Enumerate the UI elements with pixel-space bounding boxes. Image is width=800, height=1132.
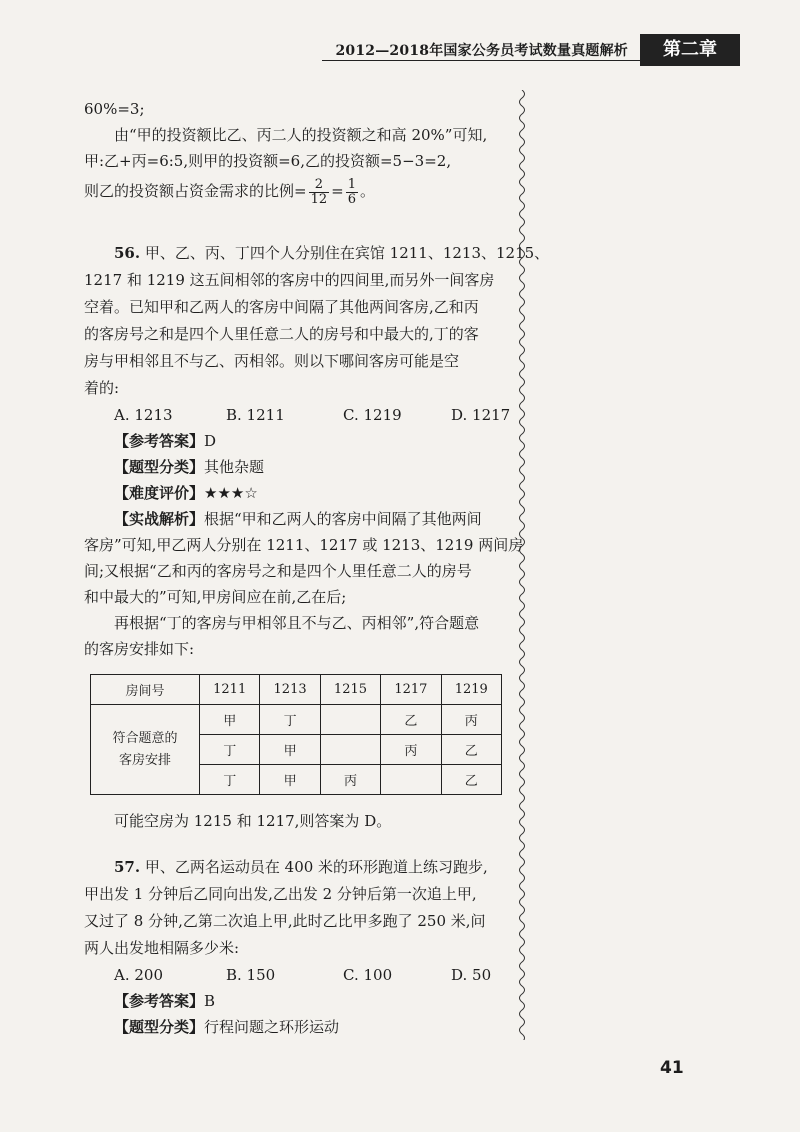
type-value: 其他杂题 — [204, 458, 265, 476]
table-cell: 丙 — [320, 765, 380, 795]
answer-label: 【参考答案】 — [114, 432, 205, 450]
q57-line-4: 两人出发地相隔多少米: — [84, 939, 240, 957]
table-cell: 乙 — [441, 735, 501, 765]
q57-option-b: B. 150 — [226, 966, 276, 984]
table-cell: 丁 — [200, 735, 260, 765]
q56-analysis-5: 再根据“丁的客房与甲相邻且不与乙、丙相邻”,符合题意 — [114, 614, 480, 632]
q56-option-a: A. 1213 — [114, 406, 173, 424]
q57-number: 57. — [114, 858, 141, 876]
fraction-numerator: 1 — [347, 176, 356, 192]
q56-analysis-1 — [84, 506, 524, 532]
q56-option-c: C. 1219 — [343, 406, 402, 424]
q56-line-5: 房与甲相邻且不与乙、丙相邻。则以下哪间客房可能是空 — [84, 352, 460, 370]
row-label-line-1: 符合题意的 — [112, 730, 178, 746]
q56-line-1 — [84, 240, 550, 267]
analysis-label: 【实战解析】 — [114, 510, 205, 528]
table-cell — [381, 765, 441, 795]
q56-difficulty — [84, 480, 524, 506]
header-room-1213: 1213 — [260, 675, 320, 705]
answer-value: D — [204, 432, 217, 450]
running-header — [322, 34, 800, 68]
q57-line-1 — [84, 854, 524, 881]
table-cell: 乙 — [441, 765, 501, 795]
header-room-1215: 1215 — [320, 675, 380, 705]
q56-option-d: D. 1217 — [451, 406, 511, 424]
q57-option-a: A. 200 — [114, 966, 163, 984]
table-cell: 甲 — [260, 735, 320, 765]
q56-conclusion: 可能空房为 1215 和 1217,则答案为 D。 — [114, 812, 392, 830]
q56-line-6: 着的: — [84, 379, 120, 397]
q56-option-b: B. 1211 — [226, 406, 285, 424]
q56-conclusion-block — [84, 808, 524, 834]
q57-text: 甲、乙两名运动员在 400 米的环形跑道上练习跑步, — [144, 858, 488, 876]
fraction-1-6 — [346, 178, 358, 207]
table-row — [91, 705, 502, 735]
type-value: 行程问题之环形运动 — [204, 1018, 340, 1036]
fraction-denominator: 12 — [310, 191, 328, 207]
q57-option-d: D. 50 — [451, 966, 492, 984]
type-label: 【题型分类】 — [114, 458, 205, 476]
equals-sign: = — [331, 182, 344, 200]
prev-line-1: 60%=3; — [84, 100, 145, 118]
table-cell: 丁 — [200, 765, 260, 795]
prev-line-2: 由“甲的投资额比乙、丙二人的投资额之和高 20%”可知, — [114, 126, 488, 144]
q56-options — [84, 402, 524, 428]
analysis-text: 根据“甲和乙两人的客房中间隔了其他两间 — [204, 510, 482, 528]
q56-answer — [84, 428, 524, 454]
q57-answer — [84, 988, 524, 1014]
difficulty-stars: ★★★☆ — [204, 484, 258, 502]
table-cell — [320, 705, 380, 735]
q56-analysis-4: 和中最大的”可知,甲房间应在前,乙在后; — [84, 588, 347, 606]
prev-line-4-text: 则乙的投资额占资金需求的比例= — [84, 182, 307, 200]
answer-label: 【参考答案】 — [114, 992, 205, 1010]
type-label: 【题型分类】 — [114, 1018, 205, 1036]
row-label-line-2: 客房安排 — [118, 752, 171, 768]
q57-options — [84, 962, 524, 988]
table-cell — [320, 735, 380, 765]
header-rule — [322, 60, 640, 61]
header-room-label: 房间号 — [91, 675, 200, 705]
table-header-row — [91, 675, 502, 705]
q56-line-4: 的客房号之和是四个人里任意二人的房号和中最大的,丁的客 — [84, 325, 479, 343]
answer-value: B — [204, 992, 216, 1010]
difficulty-label: 【难度评价】 — [114, 484, 205, 502]
table-cell: 甲 — [260, 765, 320, 795]
q56-line-2: 1217 和 1219 这五间相邻的客房中的四间里,而另外一间客房 — [84, 271, 495, 289]
table-cell: 丙 — [381, 735, 441, 765]
q56-analysis-3: 间;又根据“乙和丙的客房号之和是四个人里任意二人的房号 — [84, 562, 472, 580]
q56-analysis-2: 客房”可知,甲乙两人分别在 1211、1217 或 1213、1219 两间房 — [84, 536, 524, 554]
q57-line-3: 又过了 8 分钟,乙第二次追上甲,此时乙比甲多跑了 250 米,问 — [84, 912, 486, 930]
table-cell: 丁 — [260, 705, 320, 735]
q57-option-c: C. 100 — [343, 966, 393, 984]
prev-solution — [84, 96, 524, 208]
q56-number: 56. — [114, 244, 141, 262]
row-label — [91, 705, 200, 795]
question-56 — [84, 240, 550, 662]
fraction-numerator: 2 — [309, 178, 330, 193]
question-57 — [84, 854, 524, 1040]
chapter-badge: 第二章 — [640, 34, 740, 66]
q56-line-3: 空着。已知甲和乙两人的客房中间隔了其他两间客房,乙和丙 — [84, 298, 479, 316]
q56-analysis-6: 的客房安排如下: — [84, 640, 195, 658]
table-cell: 乙 — [381, 705, 441, 735]
q57-type — [84, 1014, 524, 1040]
header-room-1219: 1219 — [441, 675, 501, 705]
prev-line-3: 甲:乙+丙=6:5,则甲的投资额=6,乙的投资额=5−3=2, — [84, 152, 452, 170]
header-room-1211: 1211 — [200, 675, 260, 705]
period: 。 — [359, 182, 375, 200]
room-arrangement-table — [90, 674, 502, 795]
q57-line-2: 甲出发 1 分钟后乙同向出发,乙出发 2 分钟后第一次追上甲, — [84, 885, 477, 903]
page-number: 41 — [660, 1058, 684, 1078]
fraction-denominator: 6 — [347, 191, 356, 207]
header-room-1217: 1217 — [381, 675, 441, 705]
q56-type — [84, 454, 524, 480]
fraction-2-12 — [309, 178, 330, 207]
table-cell: 甲 — [200, 705, 260, 735]
table-cell: 丙 — [441, 705, 501, 735]
prev-line-4 — [84, 174, 524, 208]
q56-text: 甲、乙、丙、丁四个人分别住在宾馆 1211、1213、1215、 — [144, 244, 550, 262]
header-title: 2012—2018年国家公务员考试数量真题解析 — [335, 43, 628, 59]
